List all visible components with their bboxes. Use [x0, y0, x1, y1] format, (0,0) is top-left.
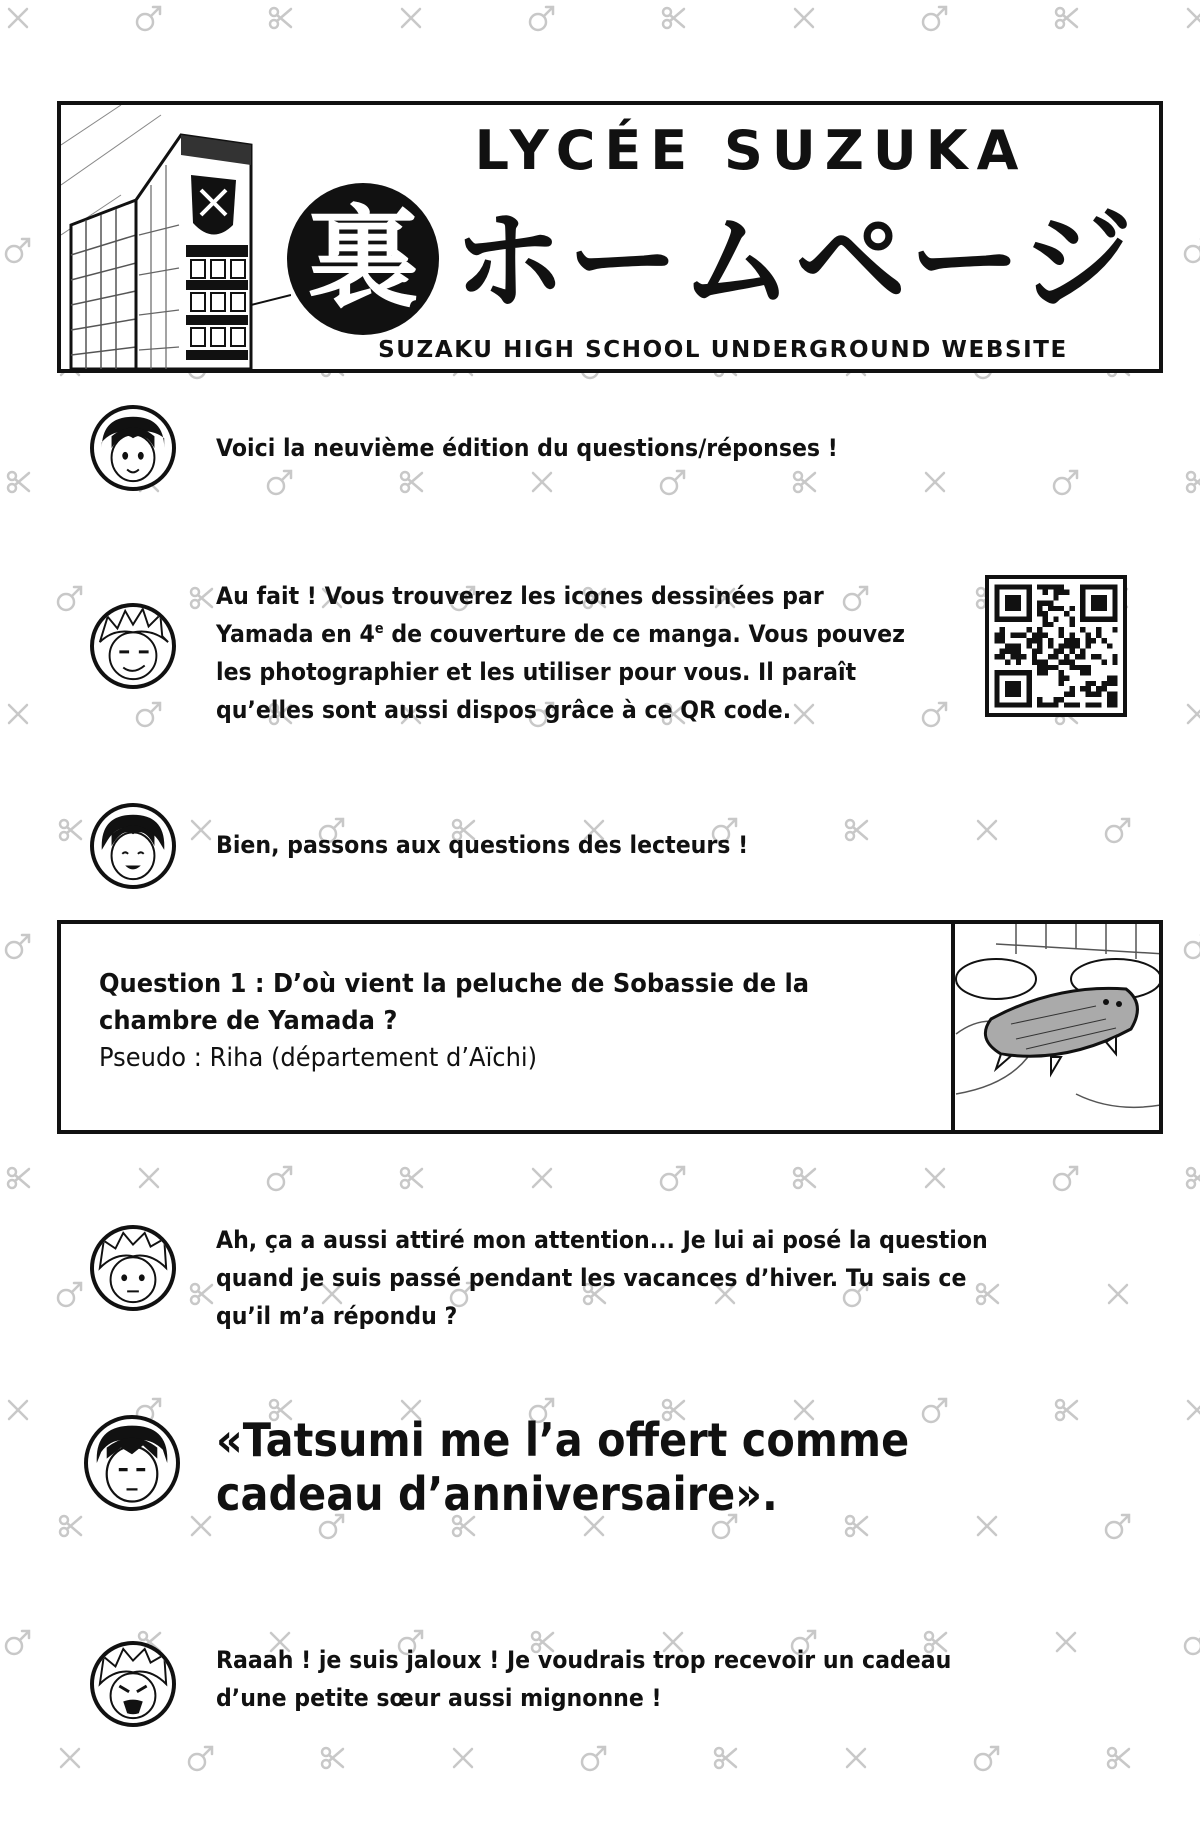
scissors-symbol	[60, 1516, 81, 1536]
scissors-symbol	[322, 1748, 343, 1768]
cross-symbol	[533, 1169, 551, 1187]
scissors-symbol	[401, 472, 422, 492]
cross-symbol	[795, 9, 813, 27]
male-symbol	[1185, 935, 1200, 958]
male-symbol	[268, 471, 291, 494]
male-symbol	[530, 7, 553, 30]
scissors-symbol	[663, 8, 684, 28]
plush-illustration	[951, 924, 1163, 1130]
male-symbol	[137, 703, 160, 726]
cross-symbol	[140, 1169, 158, 1187]
message-text: Voici la neuvième édition du questions/réponses !	[216, 434, 838, 462]
scissors-symbol	[794, 472, 815, 492]
question-author: Pseudo : Riha (département d’Aïchi)	[99, 1043, 538, 1073]
cross-symbol	[9, 9, 27, 27]
male-symbol	[6, 1631, 29, 1654]
site-subtitle: SUZAKU HIGH SCHOOL UNDERGROUND WEBSITE	[378, 337, 1068, 363]
japanese-title: ホームページ	[453, 197, 1135, 327]
male-symbol	[975, 1747, 998, 1770]
cross-symbol	[1188, 9, 1200, 27]
question-title: Question 1 : D’où vient la peluche de Sobassie de la chambre de Yamada ?	[99, 969, 810, 1036]
scissors-symbol	[1056, 8, 1077, 28]
scissors-symbol	[794, 1168, 815, 1188]
scissors-symbol	[1056, 1400, 1077, 1420]
male-symbol	[6, 935, 29, 958]
school-building-illustration	[61, 105, 291, 369]
scissors-symbol	[1108, 1748, 1129, 1768]
cross-symbol	[1057, 1633, 1075, 1651]
scissors-symbol	[401, 1168, 422, 1188]
superscript: e	[374, 621, 384, 637]
cross-symbol	[192, 1517, 210, 1535]
male-symbol	[1054, 1167, 1077, 1190]
message-text: Bien, passons aux questions des lecteurs !	[216, 831, 749, 859]
scissors-symbol	[191, 588, 212, 608]
male-symbol	[6, 239, 29, 262]
cross-symbol	[978, 821, 996, 839]
student-short-hair-avatar	[90, 405, 176, 491]
cross-symbol	[9, 1401, 27, 1419]
male-symbol	[1185, 1631, 1200, 1654]
message-text: Au fait ! Vous trouverez les icones dessinées par Yamada en 4e de couverture de ce manga. Vous pouvez les photographier et les utiliser pour vous. Il paraît qu’elles sont aussi dispos grâce à ce QR code.	[216, 582, 906, 724]
message-text: Raaah ! je suis jaloux ! Je voudrais trop recevoir un cadeau d’une petite sœur aussi mignonne !	[216, 1646, 952, 1712]
site-header	[57, 101, 1163, 373]
male-symbol	[1106, 1515, 1129, 1538]
cross-symbol	[533, 473, 551, 491]
cross-symbol	[1188, 1401, 1200, 1419]
yamada-avatar	[84, 1415, 180, 1511]
scissors-symbol	[1187, 472, 1200, 492]
scissors-symbol	[191, 1284, 212, 1304]
male-symbol	[661, 1167, 684, 1190]
cross-symbol	[1109, 1285, 1127, 1303]
cross-symbol	[847, 1749, 865, 1767]
male-symbol	[1054, 471, 1077, 494]
male-symbol	[923, 7, 946, 30]
male-symbol	[1185, 239, 1200, 262]
male-symbol	[582, 1747, 605, 1770]
cross-symbol	[402, 9, 420, 27]
kanji-badge: 裏	[287, 183, 439, 335]
male-symbol	[58, 587, 81, 610]
scissors-symbol	[715, 1748, 736, 1768]
cross-symbol	[1188, 705, 1200, 723]
male-symbol	[1106, 819, 1129, 842]
scissors-symbol	[8, 472, 29, 492]
cross-symbol	[454, 1749, 472, 1767]
scissors-symbol	[8, 1168, 29, 1188]
male-symbol	[58, 1283, 81, 1306]
student-spiky-hair-avatar	[90, 603, 176, 689]
cross-symbol	[9, 705, 27, 723]
question-box	[57, 920, 1163, 1134]
scissors-symbol	[1187, 1168, 1200, 1188]
male-symbol	[268, 1167, 291, 1190]
site-title: LYCÉE SUZUKA	[474, 119, 1028, 182]
scissors-symbol	[270, 8, 291, 28]
cross-symbol	[926, 1169, 944, 1187]
message-text-large: «Tatsumi me l’a offert comme cadeau d’anniversaire».	[216, 1413, 910, 1521]
cross-symbol	[192, 821, 210, 839]
male-symbol	[661, 471, 684, 494]
male-symbol	[189, 1747, 212, 1770]
shouting-student-avatar	[90, 1641, 176, 1727]
cross-symbol	[926, 473, 944, 491]
cross-symbol	[61, 1749, 79, 1767]
male-symbol	[923, 703, 946, 726]
scissors-symbol	[60, 820, 81, 840]
qr-code-icon[interactable]	[985, 575, 1127, 717]
student-short-hair-avatar	[90, 803, 176, 889]
male-symbol	[137, 7, 160, 30]
message-text: Ah, ça a aussi attiré mon attention... Je lui ai posé la question quand je suis passé pendant les vacances d’hiver. Tu sais ce qu’il m’a répondu ?	[216, 1226, 988, 1330]
blond-student-avatar	[90, 1225, 176, 1311]
